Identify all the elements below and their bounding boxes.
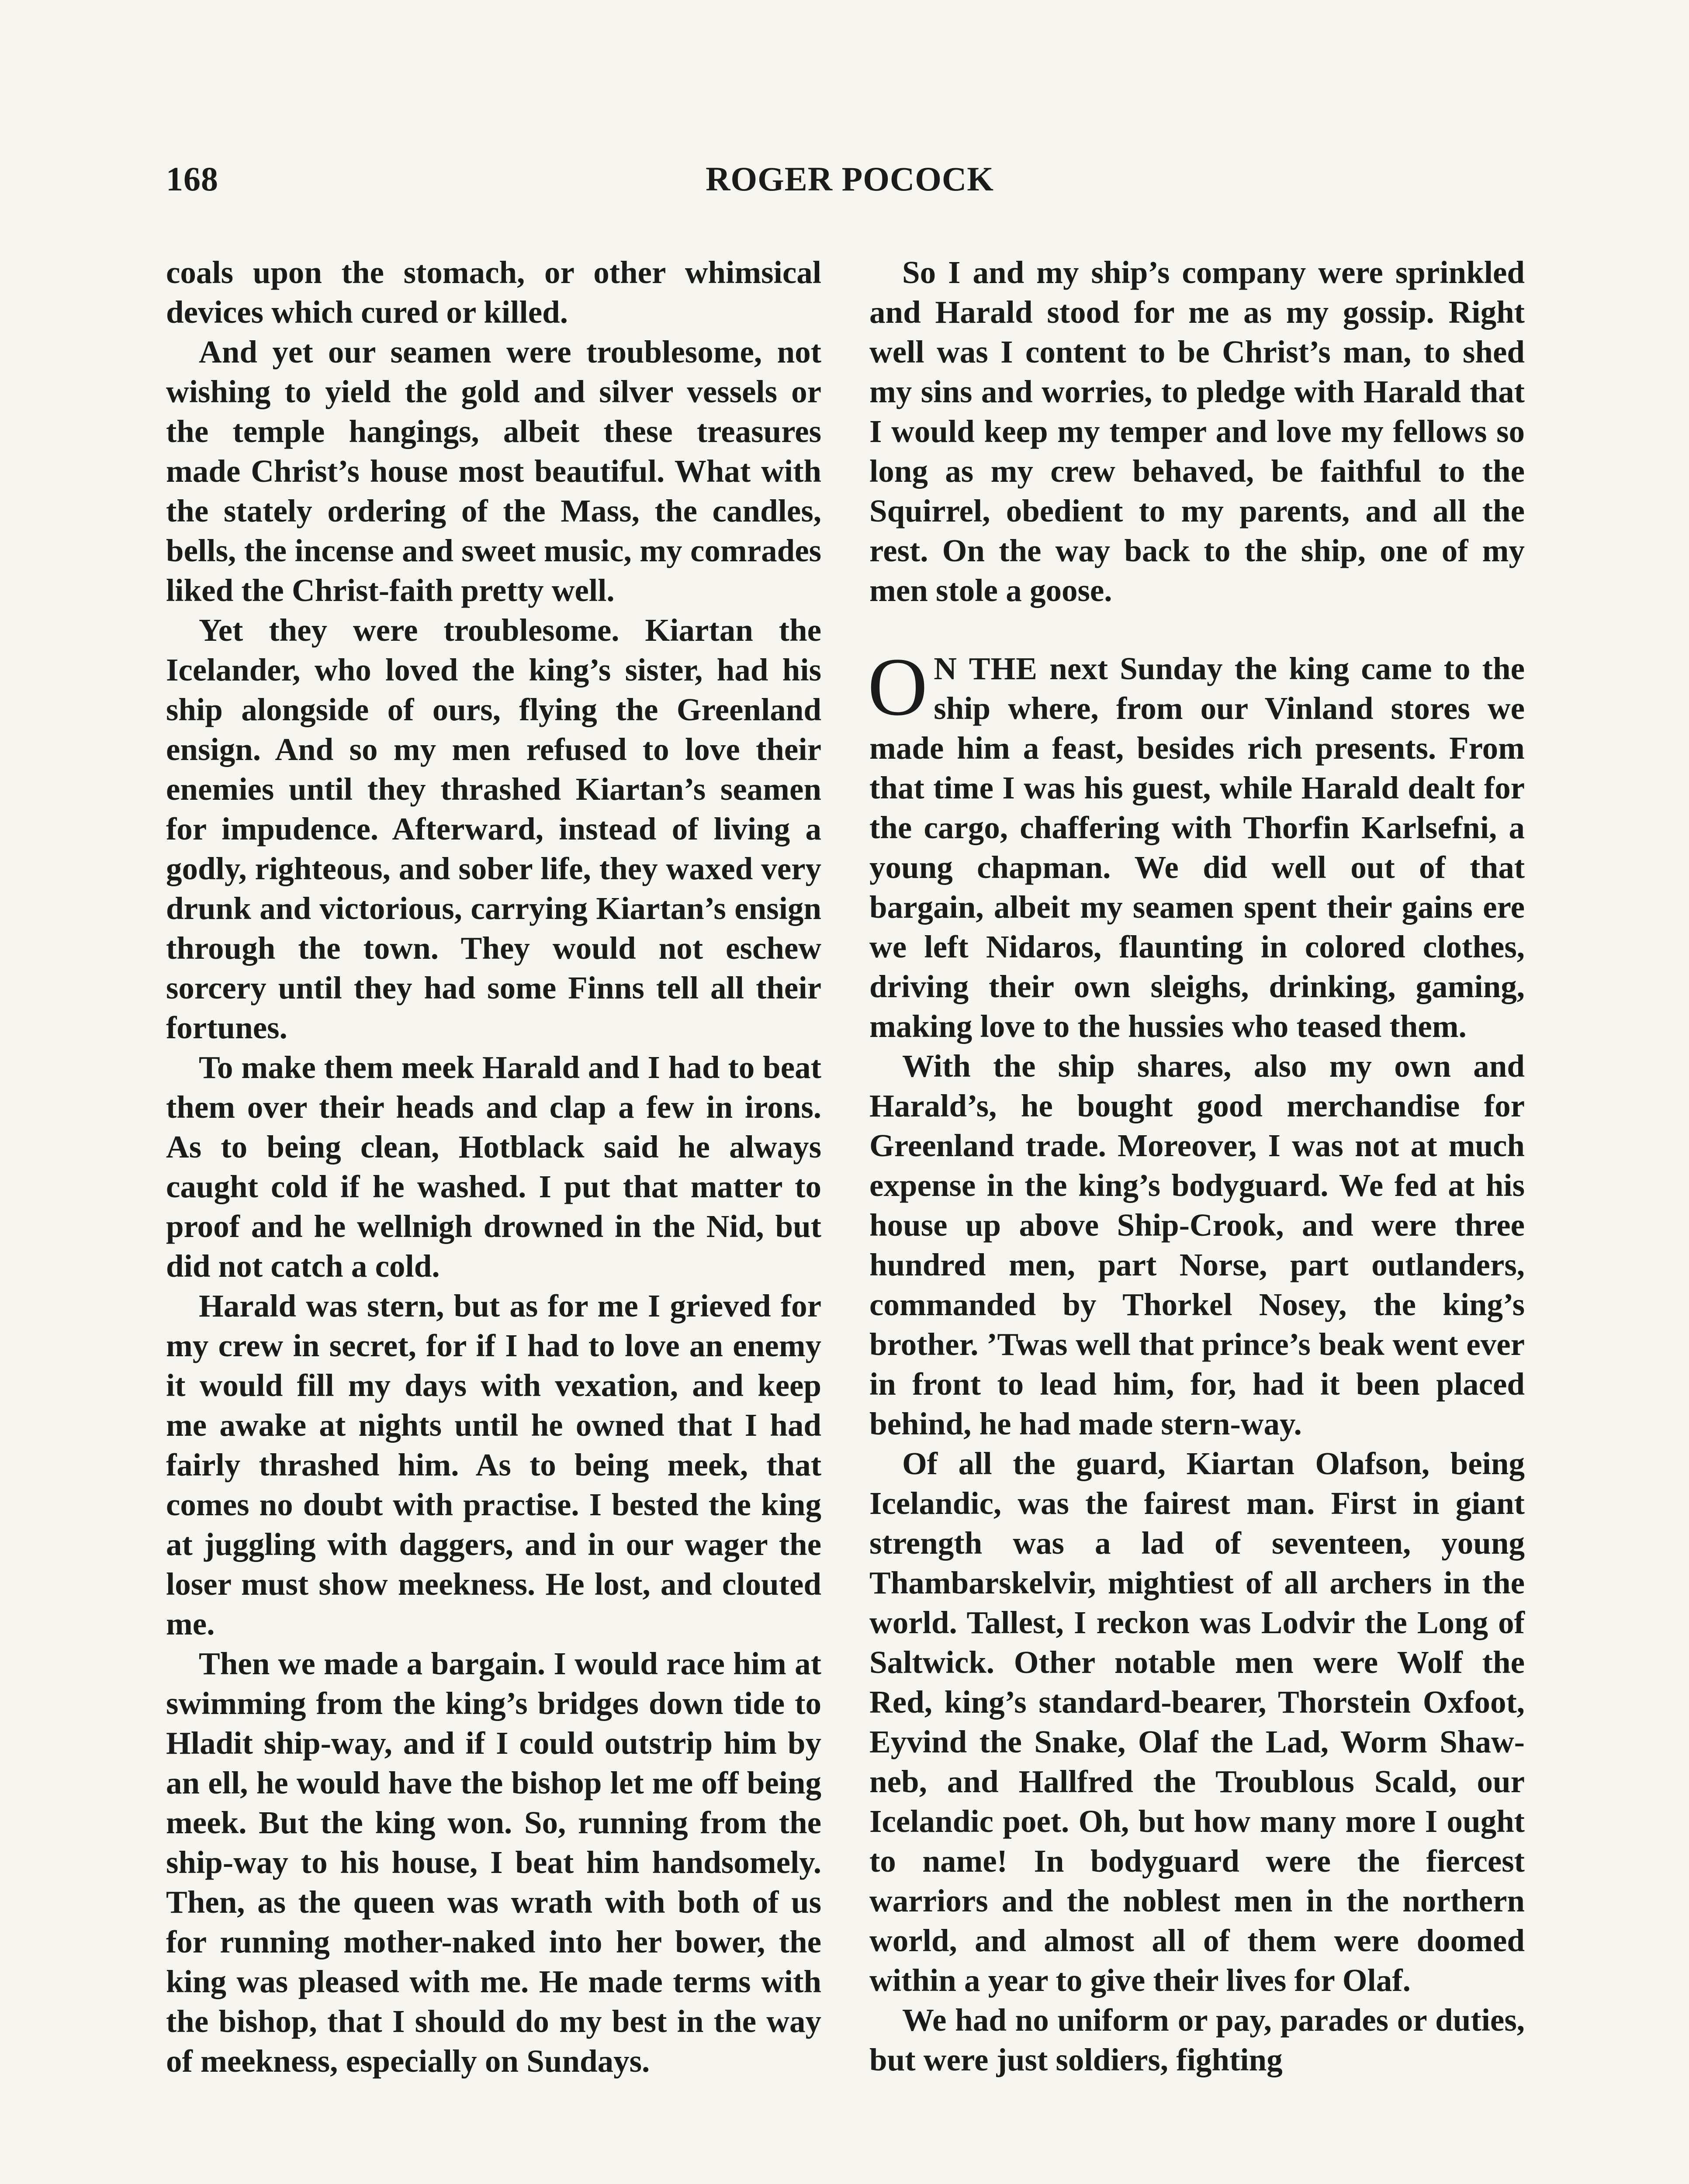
paragraph: We had no uniform or pay, parades or duties, but were just soldiers, fighting xyxy=(869,2002,1525,2077)
section-opening-paragraph xyxy=(868,641,1525,1046)
small-caps-lead: N THE xyxy=(934,651,1038,686)
paragraph: Of all the guard, Kiartan Olafson, being Icelandic, was the fairest man. First in giant strength was a lad of seventeen, young Thambarskelvir, mightiest of all archers in the world. Tallest, I reckon was Lodvir the Long of Saltwick. Other notable men were Wolf the Red, king’s standard-bearer, Thorstein Oxfoot, Eyvind the Snake, Olaf the Lad, Worm Shaw-neb, and Hallfred the Troublous Scald, our Icelandic poet. Oh, but how many more I ought to name! In bodyguard were the fiercest warriors and the noblest men in the northern world, and almost all of them were doomed within a year to give their lives for Olaf. xyxy=(869,1446,1525,1998)
paragraph: With the ship shares, also my own and Harald’s, he bought good merchandise for Greenland trade. Moreover, I was not at much expense in the king’s bodyguard. We fed at his house up above Ship-Crook, and were three hundred men, part Norse, part outlanders, commanded by Thorkel Nosey, the king’s brother. ’Twas well that prince’s beak went ever in front to lead him, for, had it been placed behind, he had made stern-way. xyxy=(869,1048,1525,1441)
section-break xyxy=(869,610,1525,649)
paragraph: And yet our seamen were troublesome, not wishing to yield the gold and silver vessels or the temple hangings, albeit these treasures made Christ’s house most beautiful. What with the stately ordering of the Mass, the candles, bells, the incense and sweet music, my comrades liked the Christ-faith pretty well. xyxy=(166,334,821,608)
paragraph: Harald was stern, but as for me I grieved for my crew in secret, for if I had to love an enemy it would fill my days with vexation, and keep me awake at nights until he owned that I had fairly thrashed him. As to being meek, that comes no doubt with practise. I bested the king at juggling with daggers, and in our wager the loser must show meekness. He lost, and clouted me. xyxy=(166,1288,821,1641)
left-column xyxy=(166,252,821,2081)
paragraph: Then we made a bargain. I would race him at swimming from the king’s bridges down tide to Hladit ship-way, and if I could outstrip him by an ell, he would have the bishop let me off being meek. But the king won. So, running from the ship-way to his house, I beat him handsomely. Then, as the queen was wrath with both of us for running mother-naked into her bower, the king was pleased with me. He made terms with the bishop, that I should do my best in the way of meekness, especially on Sundays. xyxy=(166,1646,821,2079)
drop-cap: O xyxy=(868,641,928,733)
section-opening-text: next Sunday the king came to the ship where, from our Vinland stores we made him a feast, besides rich presents. From that time I was his guest, while Harald dealt for the cargo, chaffering with Thorfin Karlsefni, a young chapman. We did well out of that bargain, albeit my seamen spent their gains ere we left Nidaros, flaunting in colored clothes, driving their own sleighs, drinking, gaming, making love to the hussies who teased them. xyxy=(869,651,1525,1044)
right-column xyxy=(869,252,1525,2080)
paragraph: Yet they were troublesome. Kiartan the Icelander, who loved the king’s sister, had his ship alongside of ours, flying the Greenland ensign. And so my men refused to love their enemies until they thrashed Kiartan’s seamen for impudence. Afterward, instead of living a godly, righteous, and sober life, they waxed very drunk and victorious, carrying Kiartan’s ensign through the town. They would not eschew sorcery until they had some Finns tell all their fortunes. xyxy=(166,612,821,1045)
paragraph: So I and my ship’s company were sprinkled and Harald stood for me as my gossip. Right well was I content to be Christ’s man, to shed my sins and worries, to pledge with Harald that I would keep my temper and love my fellows so long as my crew behaved, be faithful to the Squirrel, obedient to my parents, and all the rest. On the way back to the ship, one of my men stole a goose. xyxy=(869,255,1525,608)
page-number: 168 xyxy=(166,160,218,198)
running-head xyxy=(166,159,1533,221)
paragraph: To make them meek Harald and I had to beat them over their heads and clap a few in irons. As to being clean, Hotblack said he always caught cold if he washed. I put that matter to proof and he wellnigh drowned in the Nid, but did not catch a cold. xyxy=(166,1050,821,1284)
running-head-author: ROGER POCOCK xyxy=(706,160,994,198)
paragraph: coals upon the stomach, or other whimsical devices which cured or killed. xyxy=(166,255,821,330)
